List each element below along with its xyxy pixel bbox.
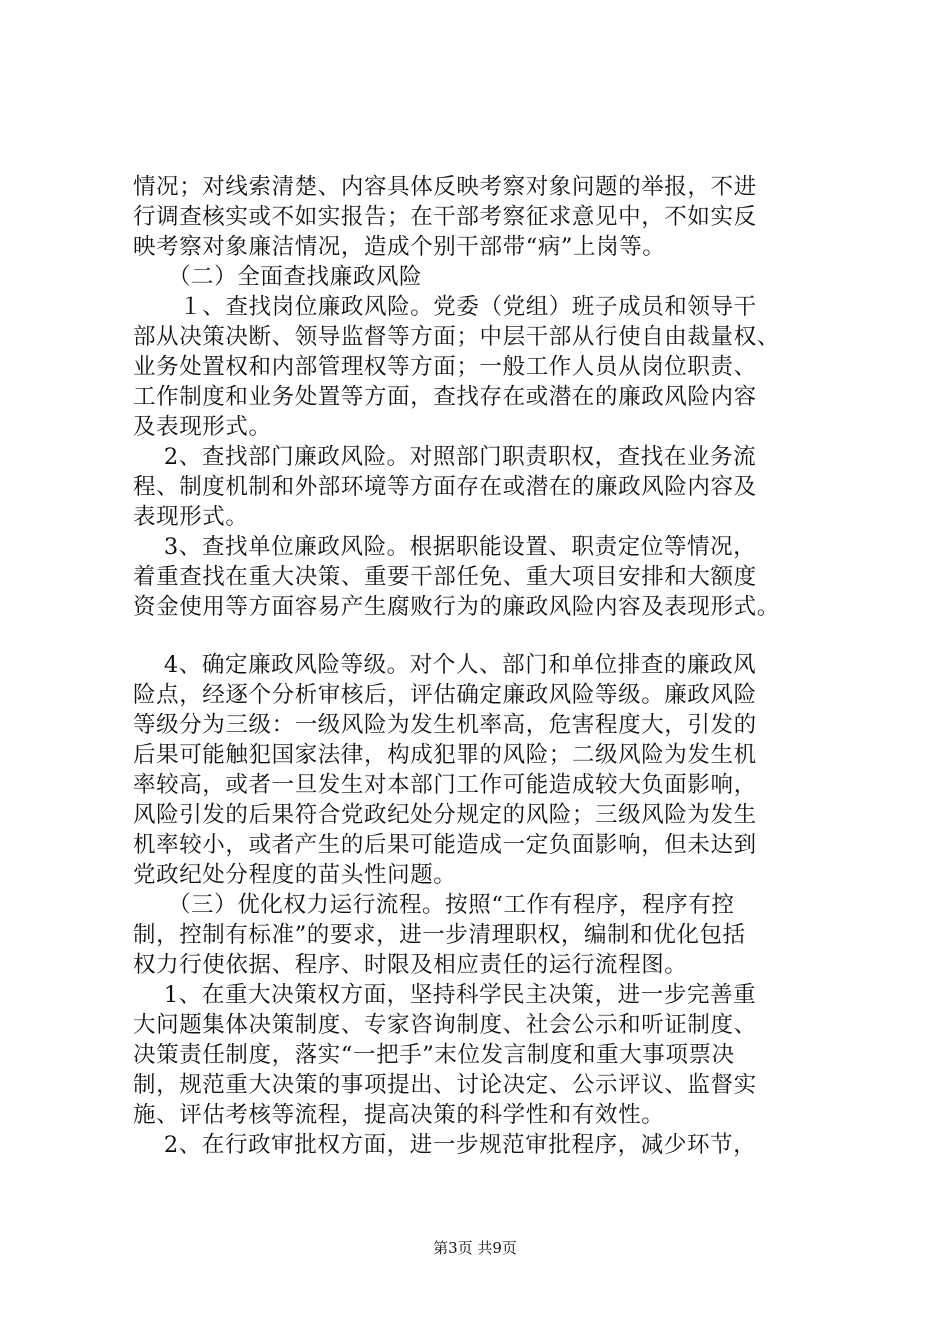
text-line: 制，控制有标准”的要求，进一步清理职权，编制和优化包括 bbox=[133, 922, 746, 948]
text-line: 部从决策决断、领导监督等方面；中层干部从行使自由裁量权、 bbox=[133, 324, 780, 350]
text-line: （二）全面查找廉政风险 bbox=[133, 264, 423, 290]
text-line: 着重查找在重大决策、重要干部任免、重大项目安排和大额度 bbox=[133, 564, 757, 590]
text-line: 情况；对线索清楚、内容具体反映考察对象问题的举报，不进 bbox=[133, 174, 757, 200]
text-line: 及表现形式。 bbox=[133, 414, 272, 440]
text-line: 决策责任制度，落实“一把手”末位发言制度和重大事项票决 bbox=[133, 1042, 735, 1068]
text-line: 2、查找部门廉政风险。对照部门职责职权，查找在业务流 bbox=[133, 444, 757, 470]
document-body bbox=[133, 172, 853, 1160]
text-line: 业务处置权和内部管理权等方面；一般工作人员从岗位职责、 bbox=[133, 354, 757, 380]
page-footer: 第3页 共9页 bbox=[433, 1239, 517, 1257]
text-line: 行调查核实或不如实报告；在干部考察征求意见中，不如实反 bbox=[133, 204, 757, 230]
text-line: 4、确定廉政风险等级。对个人、部门和单位排查的廉政风 bbox=[133, 652, 757, 678]
text-line: 等级分为三级：一级风险为发生机率高，危害程度大，引发的 bbox=[133, 712, 757, 738]
text-line: 险点，经逐个分析审核后，评估确定廉政风险等级。廉政风险 bbox=[133, 682, 757, 708]
text-line: 风险引发的后果符合党政纪处分规定的风险；三级风险为发生 bbox=[133, 802, 757, 828]
text-line: 表现形式。 bbox=[133, 504, 249, 530]
text-line: 党政纪处分程度的苗头性问题。 bbox=[133, 862, 457, 888]
text-line: 大问题集体决策制度、专家咨询制度、社会公示和听证制度、 bbox=[133, 1012, 757, 1038]
text-line: 施、评估考核等流程，提高决策的科学性和有效性。 bbox=[133, 1102, 665, 1128]
text-line: 2、在行政审批权方面，进一步规范审批程序，减少环节， bbox=[133, 1132, 757, 1158]
text-line: 程、制度机制和外部环境等方面存在或潜在的廉政风险内容及 bbox=[133, 474, 757, 500]
text-line: 机率较小，或者产生的后果可能造成一定负面影响，但未达到 bbox=[133, 832, 757, 858]
text-line: １、查找岗位廉政风险。党委（党组）班子成员和领导干 bbox=[133, 294, 757, 320]
paragraph-gap bbox=[133, 622, 853, 650]
text-line: 工作制度和业务处置等方面，查找存在或潜在的廉政风险内容 bbox=[133, 384, 757, 410]
text-line: 后果可能触犯国家法律，构成犯罪的风险；二级风险为发生机 bbox=[133, 742, 757, 768]
text-line: 权力行使依据、程序、时限及相应责任的运行流程图。 bbox=[133, 952, 688, 978]
text-line: 率较高，或者一旦发生对本部门工作可能造成较大负面影响， bbox=[133, 772, 757, 798]
text-line: （三）优化权力运行流程。按照“工作有程序，程序有控 bbox=[133, 892, 735, 918]
text-line: 制，规范重大决策的事项提出、讨论决定、公示评议、监督实 bbox=[133, 1072, 757, 1098]
text-line: 资金使用等方面容易产生腐败行为的廉政风险内容及表现形式。 bbox=[133, 594, 780, 620]
text-line: 映考察对象廉洁情况，造成个别干部带“病”上岗等。 bbox=[133, 234, 666, 260]
text-line: 1、在重大决策权方面，坚持科学民主决策，进一步完善重 bbox=[133, 982, 757, 1008]
text-line: 3、查找单位廉政风险。根据职能设置、职责定位等情况， bbox=[133, 534, 757, 560]
